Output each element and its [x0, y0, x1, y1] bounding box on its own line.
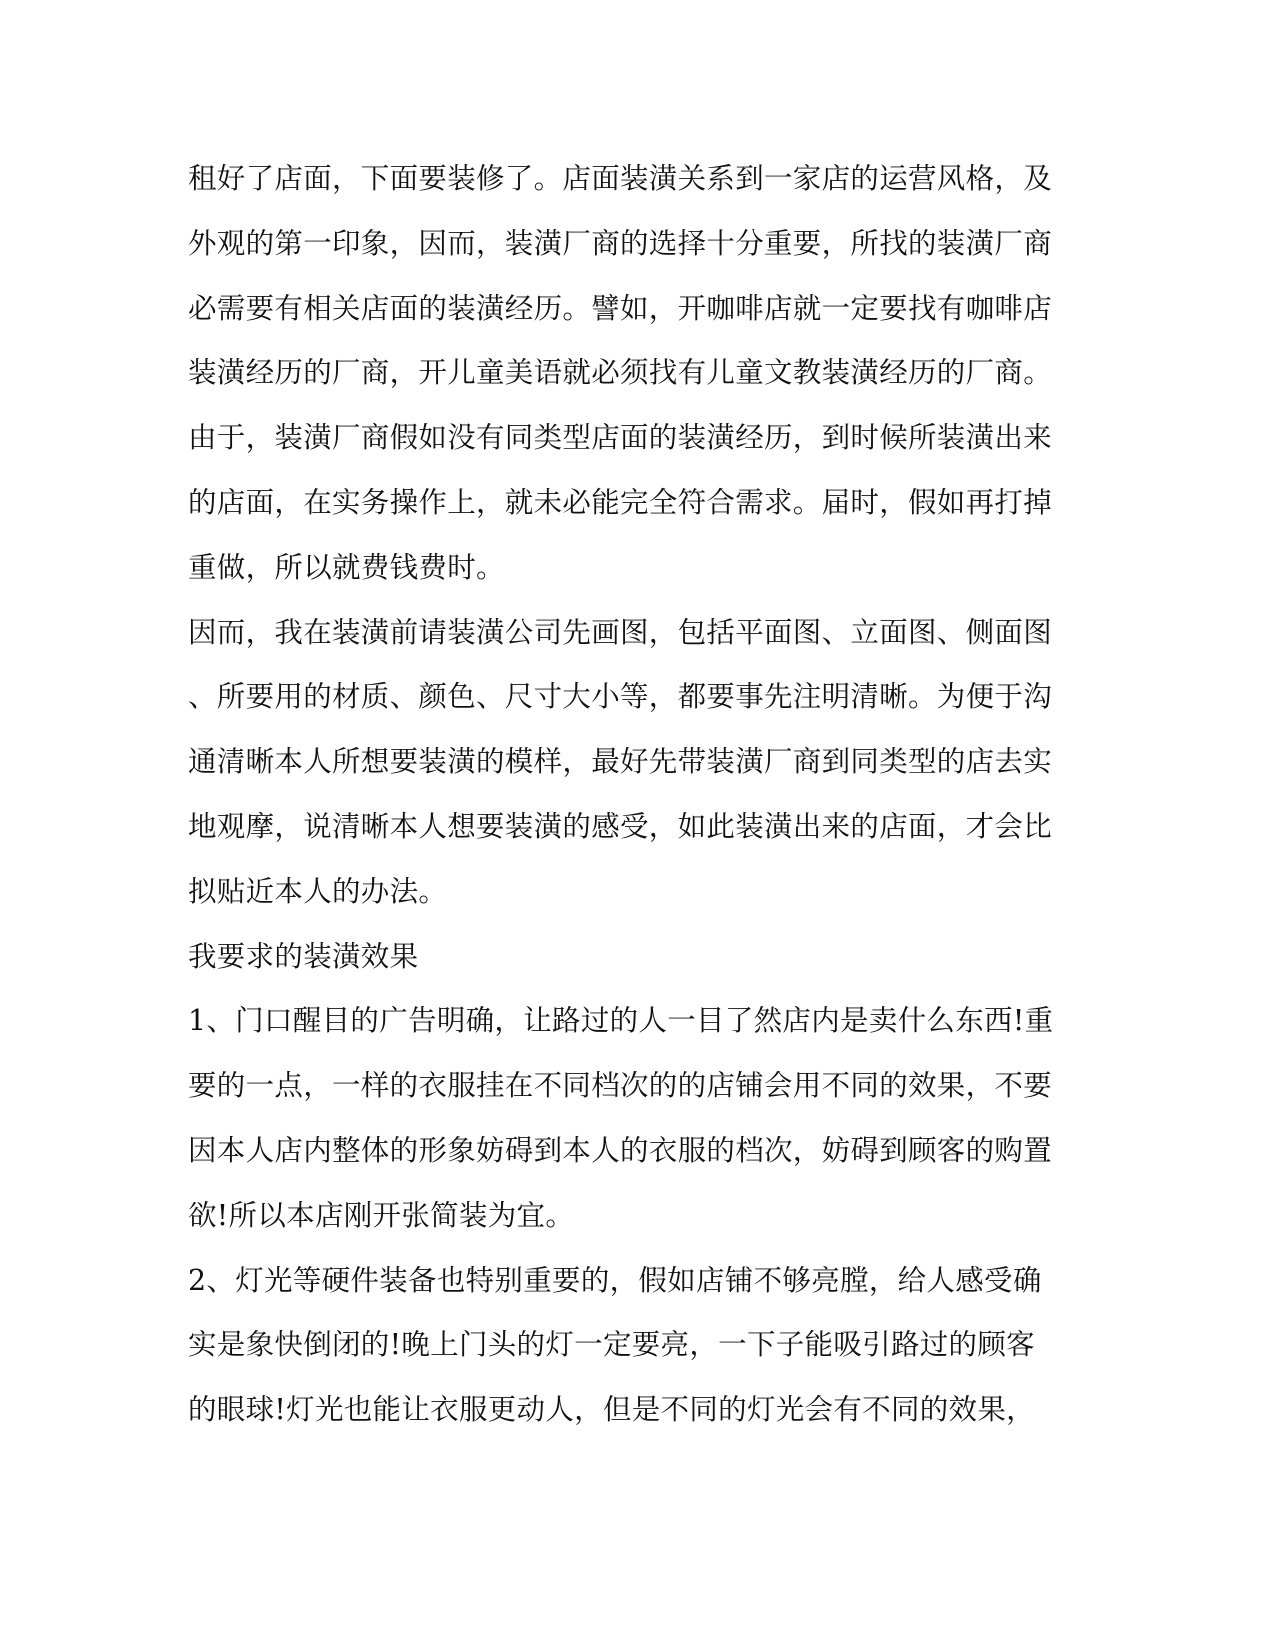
text-line: 必需要有相关店面的装潢经历。譬如，开咖啡店就一定要找有咖啡店	[188, 291, 1053, 325]
text-line: 2、灯光等硬件装备也特别重要的，假如店铺不够亮膛，给人感受确	[188, 1263, 1042, 1297]
text-line: 重做，所以就费钱费时。	[188, 550, 505, 584]
text-line: 的店面，在实务操作上，就未必能完全符合需求。届时，假如再打掉	[188, 485, 1053, 519]
text-line: 通清晰本人所想要装潢的模样，最好先带装潢厂商到同类型的店去实	[188, 745, 1053, 779]
text-line: 、所要用的材质、颜色、尺寸大小等，都要事先注明清晰。为便于沟	[188, 680, 1053, 714]
text-line: 地观摩，说清晰本人想要装潢的感受，如此装潢出来的店面，才会比	[188, 809, 1053, 843]
section-heading: 我要求的装潢效果	[188, 939, 419, 973]
text-line: 拟贴近本人的办法。	[188, 874, 448, 908]
text-line: 因而，我在装潢前请装潢公司先画图，包括平面图、立面图、侧面图	[188, 615, 1053, 649]
text-line: 租好了店面，下面要装修了。店面装潢关系到一家店的运营风格，及	[188, 162, 1053, 195]
body-text	[188, 147, 1054, 1443]
text-line: 装潢经历的厂商，开儿童美语就必须找有儿童文教装潢经历的厂商。	[188, 356, 1053, 390]
text-line: 实是象快倒闭的!晚上门头的灯一定要亮，一下子能吸引路过的顾客	[188, 1328, 1035, 1362]
text-line: 外观的第一印象，因而，装潢厂商的选择十分重要，所找的装潢厂商	[188, 226, 1053, 260]
text-line: 要的一点，一样的衣服挂在不同档次的的店铺会用不同的效果，不要	[188, 1069, 1053, 1103]
text-line: 因本人店内整体的形象妨碍到本人的衣服的档次，妨碍到顾客的购置	[188, 1133, 1053, 1167]
text-line: 的眼球!灯光也能让衣服更动人，但是不同的灯光会有不同的效果，	[188, 1393, 1035, 1427]
text-line: 由于，装潢厂商假如没有同类型店面的装潢经历，到时候所装潢出来	[188, 421, 1053, 455]
text-line: 1、门口醒目的广告明确，让路过的人一目了然店内是卖什么东西!重	[188, 1004, 1054, 1038]
text-line: 欲!所以本店刚开张简装为宜。	[188, 1198, 575, 1232]
